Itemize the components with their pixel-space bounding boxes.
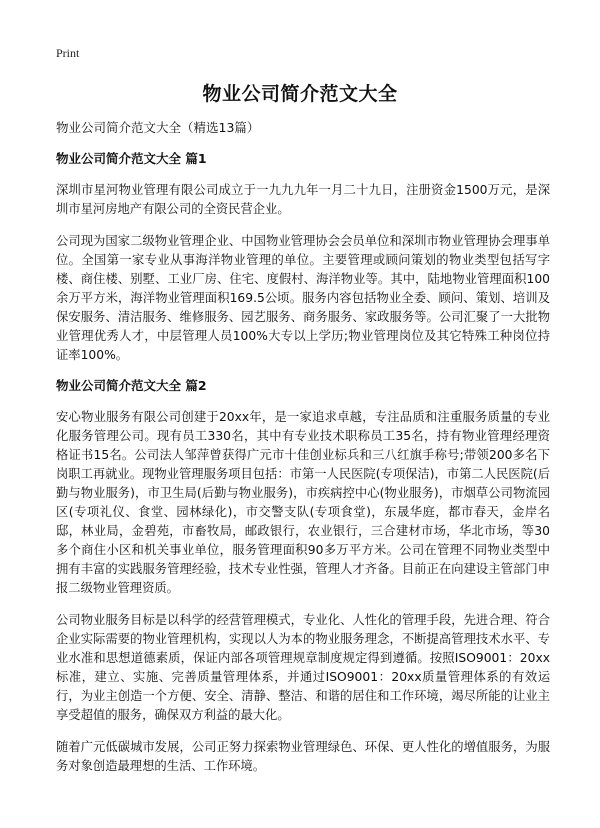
paragraph: 安心物业服务有限公司创建于20xx年，是一家追求卓越，专注品质和注重服务质量的专业化服务管理公司。现有员工330名，其中有专业技术职称员工35名，持有物业管理经理资格证书15名。公司法人邹萍曾获得广元市十佳创业标兵和三八红旗手称号;带领200多名下岗职工再就业。现物业管理服务项目包括：市第一人民医院(专项保洁)，市第二人民医院(后勤与物业服务)，市卫生局(后勤与物业服务)，市疾病控中心(物业服务)，市烟草公司物流园区(专项礼仪、食堂、园林绿化)，市交警支队(专项食堂)，东晟华庭，都市春天，金岸名邸，林业局，金碧苑，市畜牧局，邮政银行，农业银行，三合建材市场，华北市场，等30多个商住小区和机关事业单位，服务管理面积90多万平方米。公司在管理不同物业类型中拥有丰富的实践服务管理经验，技术专业性强，管理人才齐备。目前正在向建设主管部门申报二级物业管理资质。 (56, 410, 550, 595)
page-title: 物业公司简介范文大全 (202, 83, 398, 105)
section-heading: 物业公司简介范文大全 篇2 (56, 378, 207, 393)
article-body (56, 120, 550, 789)
paragraph: 随着广元低碳城市发展，公司正努力探索物业管理绿色、环保、更人性化的增值服务，为服务对象创造最理想的生活、工作环境。 (56, 740, 550, 773)
paragraph: 公司现为国家二级物业管理企业、中国物业管理协会会员单位和深圳市物业管理协会理事单位。全国第一家专业从事海洋物业管理的单位。主要管理或顾问策划的物业类型包括写字楼、商住楼、别墅、工业厂房、住宅、度假村、海洋物业等。其中，陆地物业管理面积100余万平方米，海洋物业管理面积169.5公顷。服务内容包括物业全委、顾问、策划、培训及保安服务、清洁服务、维修服务、园艺服务、商务服务、家政服务等。公司汇聚了一大批物业管理优秀人才，中层管理人员100%大专以上学历;物业管理岗位及其它特殊工种岗位持证率100%。 (56, 234, 550, 362)
section-heading: 物业公司简介范文大全 篇1 (56, 151, 207, 166)
print-link[interactable]: Print (56, 46, 80, 60)
section-1 (56, 151, 550, 365)
article-subtitle: 物业公司简介范文大全（精选13篇） (56, 120, 260, 135)
paragraph: 深圳市星河物业管理有限公司成立于一九九九年一月二十九日，注册资金1500万元，是深圳市星河房地产有限公司的全资民营企业。 (56, 183, 550, 216)
section-2 (56, 378, 550, 776)
paragraph: 公司物业服务目标是以科学的经营管理模式，专业化、人性化的管理手段，先进合理、符合企业实际需要的物业管理机构，实现以人为本的物业服务理念，不断提高管理技术水平、专业水准和思想道德素质，保证内部各项管理规章制度规定得到遵循。按照ISO9001：20xx标准，建立、实施、完善质量管理体系，并通过ISO9001：20xx质量管理体系的有效运行，为业主创造一个方便、安全、清静、整洁、和谐的居住和工作环境，竭尽所能的让业主享受超值的服务，确保双方利益的最大化。 (56, 613, 550, 722)
